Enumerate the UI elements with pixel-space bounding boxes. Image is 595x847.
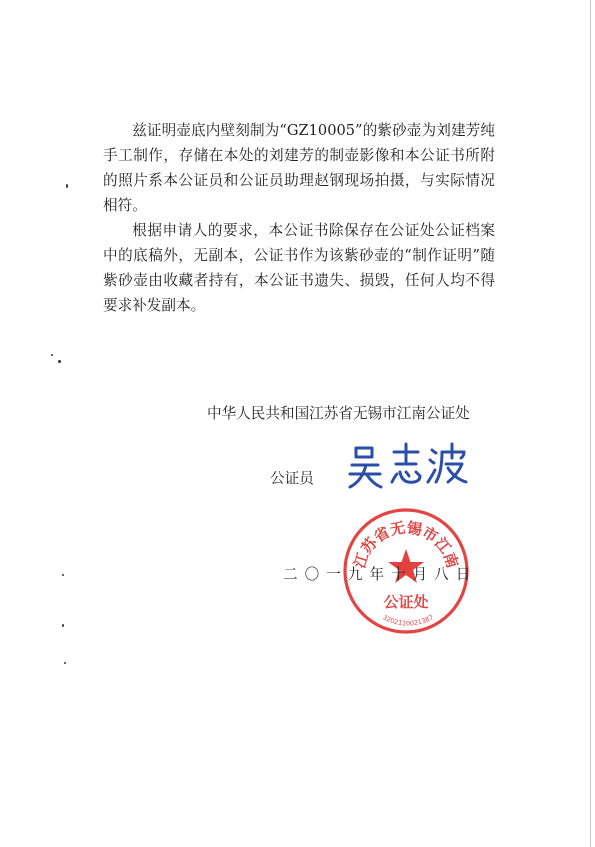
paragraph-1: 兹证明壶底内壁刻制为“GZ10005”的紫砂壶为刘建芳纯手工制作，存储在本处的刘建芳的制壶影像和本公证书所附的照片系本公证员和公证员助理赵钢现场拍摄，与实际情况相符。 [103,122,495,214]
notary-office-name: 中华人民共和国江苏省无锡市江南公证处 [207,405,470,422]
svg-text:江苏省无锡市江南: 江苏省无锡市江南 [350,518,462,571]
scan-speck [64,662,66,664]
svg-text:公证处: 公证处 [383,593,429,611]
issue-date: 二〇一九年十月八日 [283,566,478,583]
paragraph-2: 根据申请人的要求，本公证书除保存在公证处公证档案中的底稿外，无副本，公证书作为该紫砂壶的“制作证明”随紫砂壶由收藏者持有，本公证书遗失、损毁，任何人均不得要求补发副本。 [103,222,495,314]
notary-signature [342,438,477,494]
page-edge [590,0,591,847]
certificate-body [103,118,495,318]
scan-speck [66,184,68,188]
scan-speck [58,360,61,363]
svg-text:3202110021387: 3202110021387 [381,613,435,628]
scan-speck [62,574,64,576]
scan-speck [51,354,53,356]
scan-speck [62,624,64,627]
notary-label: 公证员 [270,470,314,487]
